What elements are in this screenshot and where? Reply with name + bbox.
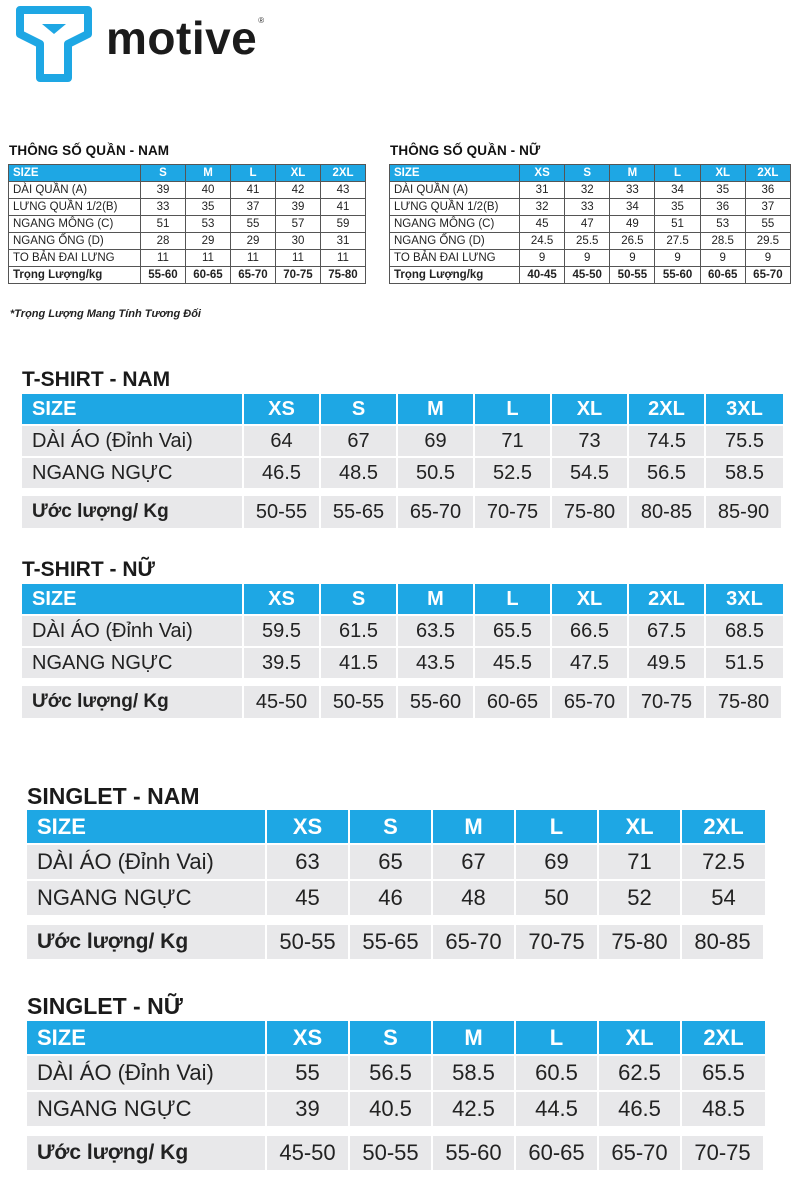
- table-row: [390, 182, 791, 199]
- table-cell: 49.5: [629, 648, 706, 678]
- table-cell: 9: [700, 250, 745, 267]
- pants-women-title: THÔNG SỐ QUẦN - NỮ: [390, 143, 541, 158]
- row-label: Trọng Lượng/kg: [9, 267, 141, 284]
- table-cell: XS: [520, 165, 565, 182]
- row-label: LƯNG QUẦN 1/2(B): [9, 199, 141, 216]
- table-cell: 57: [276, 216, 321, 233]
- table-cell: L: [475, 584, 552, 614]
- table-cell: 75-80: [321, 267, 366, 284]
- table-cell: 72.5: [682, 845, 765, 879]
- table-row: [390, 216, 791, 233]
- table-cell: XL: [599, 1021, 682, 1054]
- table-cell: 43.5: [398, 648, 475, 678]
- table-cell: 51: [655, 216, 700, 233]
- row-label: LƯNG QUẦN 1/2(B): [390, 199, 520, 216]
- table-cell: S: [565, 165, 610, 182]
- table-cell: 41: [321, 199, 366, 216]
- table-cell: 69: [398, 426, 475, 456]
- table-row: [27, 845, 765, 879]
- table-cell: L: [475, 394, 552, 424]
- table-cell: 58.5: [433, 1056, 516, 1090]
- table-cell: 54.5: [552, 458, 629, 488]
- row-label: Ước lượng/ Kg: [27, 1136, 267, 1170]
- header-row: [390, 165, 791, 182]
- tshirt-women-title: T-SHIRT - NỮ: [22, 558, 155, 581]
- table-cell: 51.5: [706, 648, 783, 678]
- table-cell: 31: [520, 182, 565, 199]
- row-label: NGANG MÔNG (C): [9, 216, 141, 233]
- table-cell: 67: [321, 426, 398, 456]
- table-cell: 50: [516, 881, 599, 915]
- row-label: DÀI ÁO (Đỉnh Vai): [27, 1056, 267, 1090]
- table-cell: 47: [565, 216, 610, 233]
- table-cell: 29: [186, 233, 231, 250]
- row-label: SIZE: [22, 394, 244, 424]
- table-cell: 65-70: [231, 267, 276, 284]
- table-cell: 75-80: [552, 496, 629, 528]
- table-cell: 31: [321, 233, 366, 250]
- singlet-men-table: [27, 810, 765, 961]
- table-cell: 45: [267, 881, 350, 915]
- table-cell: XS: [267, 1021, 350, 1054]
- table-cell: 48.5: [321, 458, 398, 488]
- tshirt-women-table: [22, 584, 783, 720]
- table-row: [9, 233, 366, 250]
- table-cell: 60-65: [700, 267, 745, 284]
- table-cell: 50-55: [321, 686, 398, 718]
- row-label: SIZE: [27, 1021, 267, 1054]
- row-label: Trọng Lượng/kg: [390, 267, 520, 284]
- table-cell: 11: [321, 250, 366, 267]
- table-cell: M: [186, 165, 231, 182]
- table-cell: 51: [141, 216, 186, 233]
- table-row: [9, 250, 366, 267]
- table-cell: 2XL: [629, 394, 706, 424]
- row-label: DÀI ÁO (Đỉnh Vai): [22, 616, 244, 646]
- table-cell: 50-55: [267, 925, 350, 959]
- table-cell: 65-70: [599, 1136, 682, 1170]
- table-cell: 54: [682, 881, 765, 915]
- weight-row: [390, 267, 791, 284]
- tshirt-men-title: T-SHIRT - NAM: [22, 368, 171, 391]
- weight-row: [27, 1136, 765, 1170]
- table-cell: 56.5: [629, 458, 706, 488]
- table-cell: 33: [610, 182, 655, 199]
- table-cell: M: [398, 394, 475, 424]
- table-cell: 75.5: [706, 426, 783, 456]
- table-cell: 55-60: [398, 686, 475, 718]
- table-cell: 46: [350, 881, 433, 915]
- table-cell: 53: [186, 216, 231, 233]
- row-label: NGANG NGỰC: [22, 648, 244, 678]
- table-cell: 69: [516, 845, 599, 879]
- table-row: [390, 250, 791, 267]
- table-cell: 67: [433, 845, 516, 879]
- table-cell: 30: [276, 233, 321, 250]
- table-cell: 34: [655, 182, 700, 199]
- table-cell: 73: [552, 426, 629, 456]
- table-row: [390, 233, 791, 250]
- table-cell: 37: [745, 199, 790, 216]
- table-cell: 65-70: [433, 925, 516, 959]
- header-row: [22, 584, 783, 614]
- table-cell: S: [321, 584, 398, 614]
- table-cell: XL: [599, 810, 682, 843]
- table-cell: L: [516, 810, 599, 843]
- table-cell: XS: [244, 394, 321, 424]
- table-cell: 42: [276, 182, 321, 199]
- row-label: Ước lượng/ Kg: [22, 496, 244, 528]
- table-row: [22, 426, 783, 456]
- header-row: [9, 165, 366, 182]
- table-cell: 55-65: [321, 496, 398, 528]
- row-label: TO BẢN ĐAI LƯNG: [9, 250, 141, 267]
- pants-men-table: [8, 164, 366, 284]
- table-cell: 58.5: [706, 458, 783, 488]
- table-cell: 46.5: [244, 458, 321, 488]
- table-cell: XL: [552, 584, 629, 614]
- table-cell: 52: [599, 881, 682, 915]
- table-cell: 50.5: [398, 458, 475, 488]
- singlet-women-title: SINGLET - NỮ: [27, 993, 183, 1019]
- table-cell: M: [398, 584, 475, 614]
- table-cell: 45-50: [565, 267, 610, 284]
- weight-row: [22, 686, 783, 718]
- table-cell: 63: [267, 845, 350, 879]
- table-cell: 52.5: [475, 458, 552, 488]
- table-cell: 40-45: [520, 267, 565, 284]
- pants-men-title: THÔNG SỐ QUẦN - NAM: [9, 143, 170, 158]
- table-cell: 36: [745, 182, 790, 199]
- table-cell: 32: [520, 199, 565, 216]
- singlet-men-title: SINGLET - NAM: [27, 783, 200, 809]
- table-cell: 35: [186, 199, 231, 216]
- table-cell: 49: [610, 216, 655, 233]
- table-cell: 47.5: [552, 648, 629, 678]
- table-cell: 66.5: [552, 616, 629, 646]
- table-cell: 65: [350, 845, 433, 879]
- table-cell: 2XL: [682, 1021, 765, 1054]
- table-cell: 75-80: [706, 686, 783, 718]
- row-label: SIZE: [9, 165, 141, 182]
- table-cell: 9: [745, 250, 790, 267]
- table-cell: 55-60: [655, 267, 700, 284]
- table-cell: 65-70: [398, 496, 475, 528]
- table-cell: 43: [321, 182, 366, 199]
- table-cell: M: [433, 810, 516, 843]
- table-cell: 80-85: [682, 925, 765, 959]
- motive-logo-icon: [12, 4, 96, 84]
- table-row: [9, 199, 366, 216]
- table-cell: 3XL: [706, 394, 783, 424]
- table-cell: 34: [610, 199, 655, 216]
- table-cell: 40: [186, 182, 231, 199]
- table-cell: 39.5: [244, 648, 321, 678]
- table-cell: 80-85: [629, 496, 706, 528]
- table-cell: 50-55: [610, 267, 655, 284]
- table-row: [9, 182, 366, 199]
- table-cell: M: [610, 165, 655, 182]
- table-cell: 45: [520, 216, 565, 233]
- table-cell: 60.5: [516, 1056, 599, 1090]
- table-cell: 53: [700, 216, 745, 233]
- table-cell: 50-55: [350, 1136, 433, 1170]
- table-cell: 55: [267, 1056, 350, 1090]
- table-cell: 2XL: [745, 165, 790, 182]
- table-cell: 45-50: [267, 1136, 350, 1170]
- table-cell: 28.5: [700, 233, 745, 250]
- weight-row: [22, 496, 783, 528]
- tshirt-men-table: [22, 394, 783, 530]
- row-label: TO BẢN ĐAI LƯNG: [390, 250, 520, 267]
- table-cell: 9: [655, 250, 700, 267]
- table-cell: 61.5: [321, 616, 398, 646]
- table-cell: 70-75: [682, 1136, 765, 1170]
- table-cell: XL: [552, 394, 629, 424]
- singlet-women-table: [27, 1021, 765, 1172]
- table-cell: 11: [276, 250, 321, 267]
- table-row: [27, 1092, 765, 1126]
- weight-note: *Trọng Lượng Mang Tính Tương Đối: [10, 308, 201, 320]
- row-label: SIZE: [22, 584, 244, 614]
- table-row: [22, 616, 783, 646]
- table-cell: 25.5: [565, 233, 610, 250]
- registered-mark: ®: [258, 15, 265, 25]
- table-cell: 11: [231, 250, 276, 267]
- table-cell: 39: [276, 199, 321, 216]
- table-cell: 70-75: [516, 925, 599, 959]
- table-cell: 60-65: [516, 1136, 599, 1170]
- table-row: [27, 1056, 765, 1090]
- table-cell: S: [321, 394, 398, 424]
- table-cell: 65-70: [745, 267, 790, 284]
- weight-row: [27, 925, 765, 959]
- table-cell: 56.5: [350, 1056, 433, 1090]
- table-cell: 41: [231, 182, 276, 199]
- row-label: NGANG NGỰC: [22, 458, 244, 488]
- table-cell: 26.5: [610, 233, 655, 250]
- table-cell: 71: [475, 426, 552, 456]
- table-cell: 24.5: [520, 233, 565, 250]
- table-cell: 70-75: [475, 496, 552, 528]
- table-cell: 9: [610, 250, 655, 267]
- table-cell: 59: [321, 216, 366, 233]
- table-cell: 37: [231, 199, 276, 216]
- table-cell: 9: [520, 250, 565, 267]
- row-label: DÀI QUẦN (A): [390, 182, 520, 199]
- table-cell: 33: [565, 199, 610, 216]
- table-cell: 35: [700, 182, 745, 199]
- table-cell: 62.5: [599, 1056, 682, 1090]
- table-cell: S: [350, 810, 433, 843]
- row-label: NGANG NGỰC: [27, 881, 267, 915]
- table-cell: 60-65: [186, 267, 231, 284]
- table-cell: 45.5: [475, 648, 552, 678]
- table-cell: 27.5: [655, 233, 700, 250]
- table-cell: 29.5: [745, 233, 790, 250]
- table-cell: 42.5: [433, 1092, 516, 1126]
- table-cell: 55-65: [350, 925, 433, 959]
- table-cell: 70-75: [276, 267, 321, 284]
- table-cell: 3XL: [706, 584, 783, 614]
- table-cell: 65-70: [552, 686, 629, 718]
- table-row: [390, 199, 791, 216]
- row-label: NGANG NGỰC: [27, 1092, 267, 1126]
- table-cell: 39: [267, 1092, 350, 1126]
- table-cell: 2XL: [321, 165, 366, 182]
- table-cell: 11: [186, 250, 231, 267]
- table-cell: 70-75: [629, 686, 706, 718]
- table-cell: 74.5: [629, 426, 706, 456]
- table-cell: 55-60: [433, 1136, 516, 1170]
- table-row: [9, 216, 366, 233]
- table-cell: 36: [700, 199, 745, 216]
- brand-logo: [12, 4, 263, 84]
- row-label: NGANG ỐNG (D): [9, 233, 141, 250]
- table-cell: XS: [267, 810, 350, 843]
- table-cell: 46.5: [599, 1092, 682, 1126]
- table-row: [22, 648, 783, 678]
- row-label: NGANG MÔNG (C): [390, 216, 520, 233]
- row-label: NGANG ỐNG (D): [390, 233, 520, 250]
- table-cell: 55-60: [141, 267, 186, 284]
- table-cell: XL: [276, 165, 321, 182]
- row-label: DÀI QUẦN (A): [9, 182, 141, 199]
- table-cell: 41.5: [321, 648, 398, 678]
- table-cell: 60-65: [475, 686, 552, 718]
- header-row: [22, 394, 783, 424]
- table-cell: 32: [565, 182, 610, 199]
- row-label: SIZE: [390, 165, 520, 182]
- table-cell: 33: [141, 199, 186, 216]
- table-cell: 55: [745, 216, 790, 233]
- table-cell: 59.5: [244, 616, 321, 646]
- header-row: [27, 810, 765, 843]
- row-label: SIZE: [27, 810, 267, 843]
- table-cell: 2XL: [629, 584, 706, 614]
- table-cell: 45-50: [244, 686, 321, 718]
- table-cell: XS: [244, 584, 321, 614]
- table-cell: 75-80: [599, 925, 682, 959]
- table-cell: 71: [599, 845, 682, 879]
- pants-women-table: [389, 164, 791, 284]
- row-label: Ước lượng/ Kg: [22, 686, 244, 718]
- row-label: Ước lượng/ Kg: [27, 925, 267, 959]
- table-cell: S: [141, 165, 186, 182]
- table-cell: 29: [231, 233, 276, 250]
- table-cell: 48: [433, 881, 516, 915]
- table-cell: 35: [655, 199, 700, 216]
- table-cell: 44.5: [516, 1092, 599, 1126]
- table-cell: 2XL: [682, 810, 765, 843]
- table-cell: 11: [141, 250, 186, 267]
- table-cell: 68.5: [706, 616, 783, 646]
- table-cell: 9: [565, 250, 610, 267]
- table-cell: 65.5: [475, 616, 552, 646]
- table-cell: M: [433, 1021, 516, 1054]
- brand-name: motive: [106, 12, 258, 64]
- table-cell: XL: [700, 165, 745, 182]
- table-cell: 63.5: [398, 616, 475, 646]
- row-label: DÀI ÁO (Đỉnh Vai): [27, 845, 267, 879]
- table-cell: L: [655, 165, 700, 182]
- table-cell: L: [516, 1021, 599, 1054]
- table-cell: 39: [141, 182, 186, 199]
- row-label: DÀI ÁO (Đỉnh Vai): [22, 426, 244, 456]
- table-row: [22, 458, 783, 488]
- table-cell: 40.5: [350, 1092, 433, 1126]
- table-cell: 50-55: [244, 496, 321, 528]
- weight-row: [9, 267, 366, 284]
- table-cell: 64: [244, 426, 321, 456]
- table-cell: L: [231, 165, 276, 182]
- table-cell: 85-90: [706, 496, 783, 528]
- table-cell: S: [350, 1021, 433, 1054]
- table-row: [27, 881, 765, 915]
- table-cell: 65.5: [682, 1056, 765, 1090]
- table-cell: 55: [231, 216, 276, 233]
- table-cell: 48.5: [682, 1092, 765, 1126]
- table-cell: 67.5: [629, 616, 706, 646]
- header-row: [27, 1021, 765, 1054]
- table-cell: 28: [141, 233, 186, 250]
